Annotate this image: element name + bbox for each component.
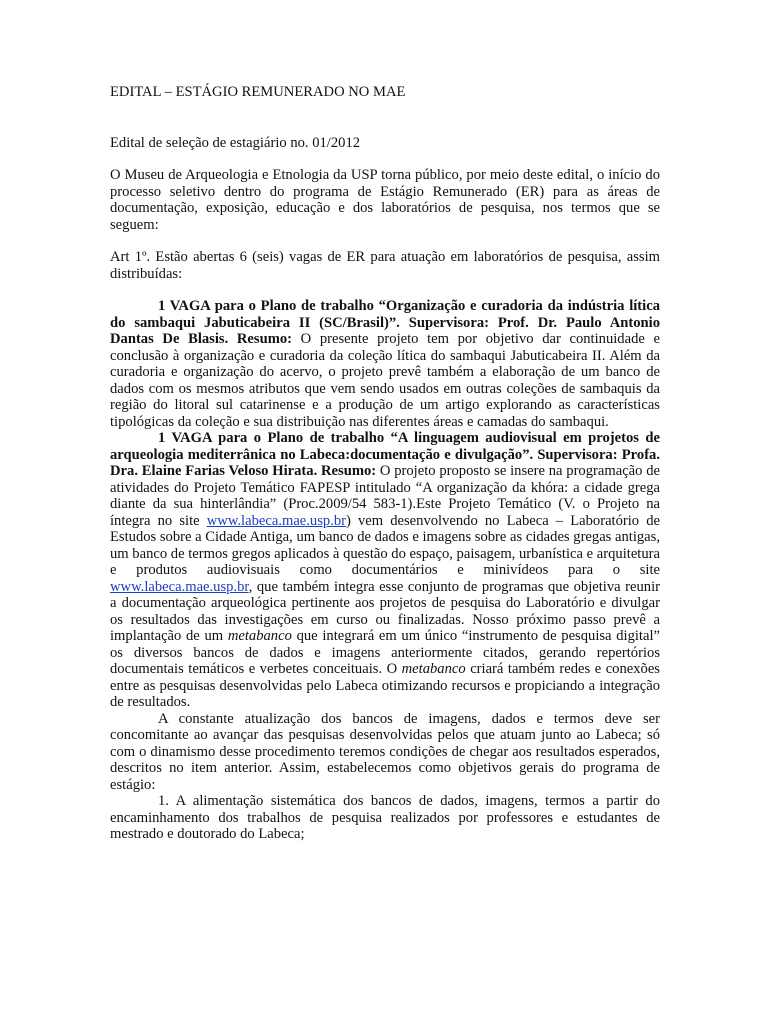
vaga-2-heading: 1 VAGA para o Plano de trabalho “A linguagem audiovisual em projetos de arqueologia mediterrânica no Labeca:documentação e divulgação”. Supervisora: Profa. Dra. Elaine Farias Veloso Hirata. Resumo: <box>110 430 660 479</box>
objective-item-1: 1. A alimentação sistemática dos bancos de dados, imagens, termos a partir do encaminhamento dos trabalhos de pesquisa realizados por professores e estudantes de mestrado e doutorado do Labeca; <box>110 793 660 842</box>
article-1-paragraph: Art 1º. Estão abertas 6 (seis) vagas de ER para atuação em laboratórios de pesquisa, assim distribuídas: <box>110 249 660 282</box>
vaga-2-text-a: O projeto proposto se insere na programação de atividades do Projeto Temático FAPESP intitulado “A organização da khóra: a cidade grega diante da sua hinterlândia” (Proc.2009/54 583-1).Este Projeto Temático (V. o Projeto na íntegra no site <box>110 463 660 529</box>
document-subtitle: Edital de seleção de estagiário no. 01/2012 <box>110 134 361 151</box>
vaga-2-text-e: criará também redes e conexões entre as pesquisas desenvolvidas pelo Labeca otimizando recursos e propiciando a integração de resultados. <box>110 661 660 710</box>
labeca-site-link-2[interactable]: www.labeca.mae.usp.br <box>110 578 249 595</box>
vaga-2-text-d: que integrará em um único “instrumento de pesquisa digital” os diversos bancos de dados e imagens anteriormente citados, gerando repertórios documentais temáticos e verbetes conceituais. O <box>110 628 660 677</box>
vaga-2-text-b: ) vem desenvolvendo no Labeca – Laboratório de Estudos sobre a Cidade Antiga, um banco de dados e imagens sobre as cidades gregas antigas, um banco de termos gregos aplicados à questão do espaço, paisagem, urbanística e arquitetura e produtos audiovisuais como documentários e minivídeos para o site <box>110 512 660 578</box>
labeca-site-link-1[interactable]: www.labeca.mae.usp.br <box>206 512 346 529</box>
document-title: EDITAL – ESTÁGIO REMUNERADO NO MAE <box>110 84 406 100</box>
constante-paragraph: A constante atualização dos bancos de imagens, dados e termos deve ser concomitante ao avançar das pesquisas desenvolvidas pelos que atuam junto ao Labeca; só com o dinamismo desse procedimento teremos condições de chegar aos resultados esperados, descritos no item anterior. Assim, estabelecemos como objetivos gerais do programa de estágio: <box>110 710 660 793</box>
intro-paragraph: O Museu de Arqueologia e Etnologia da USP torna público, por meio deste edital, o início do processo seletivo dentro do programa de Estágio Remunerado (ER) para as áreas de documentação, exposição, educação e dos laboratórios de pesquisa, nos termos que se seguem: <box>110 167 660 233</box>
vaga-2-text-c: , que também integra esse conjunto de programas que objetiva reunir a documentação arqueológica pertinente aos projetos de pesquisa do Laboratório e divulgar os resultados das investigações em curso ou finalizadas. Nosso próximo passo prevê a implantação de um <box>110 578 660 644</box>
vaga-1-heading: 1 VAGA para o Plano de trabalho “Organização e curadoria da indústria lítica do sambaqui Jabuticabeira II (SC/Brasil)”. Supervisora: Prof. Dr. Paulo Antonio Dantas De Blasis. Resumo: <box>110 298 660 347</box>
vaga-1-paragraph <box>110 298 660 430</box>
document-page <box>110 84 660 843</box>
vaga-1-text: O presente projeto tem por objetivo dar continuidade e conclusão à organização e curadoria da coleção lítica do sambaqui Jabuticabeira II. Além da curadoria e organização do acervo, o projeto prevê também a elaboração de um banco de dados com os mesmos atributos que vem sendo usados em outras coleções de sambaquis da região do litoral sul catarinense e a produção de um artigo explorando as características tipológicas da coleção e sua distribuição nas diferentes áreas e camadas do sambaqui. <box>110 331 660 430</box>
metabanco-term-1: metabanco <box>227 628 292 644</box>
vaga-2-paragraph <box>110 430 660 711</box>
metabanco-term-2: metabanco <box>401 661 466 677</box>
